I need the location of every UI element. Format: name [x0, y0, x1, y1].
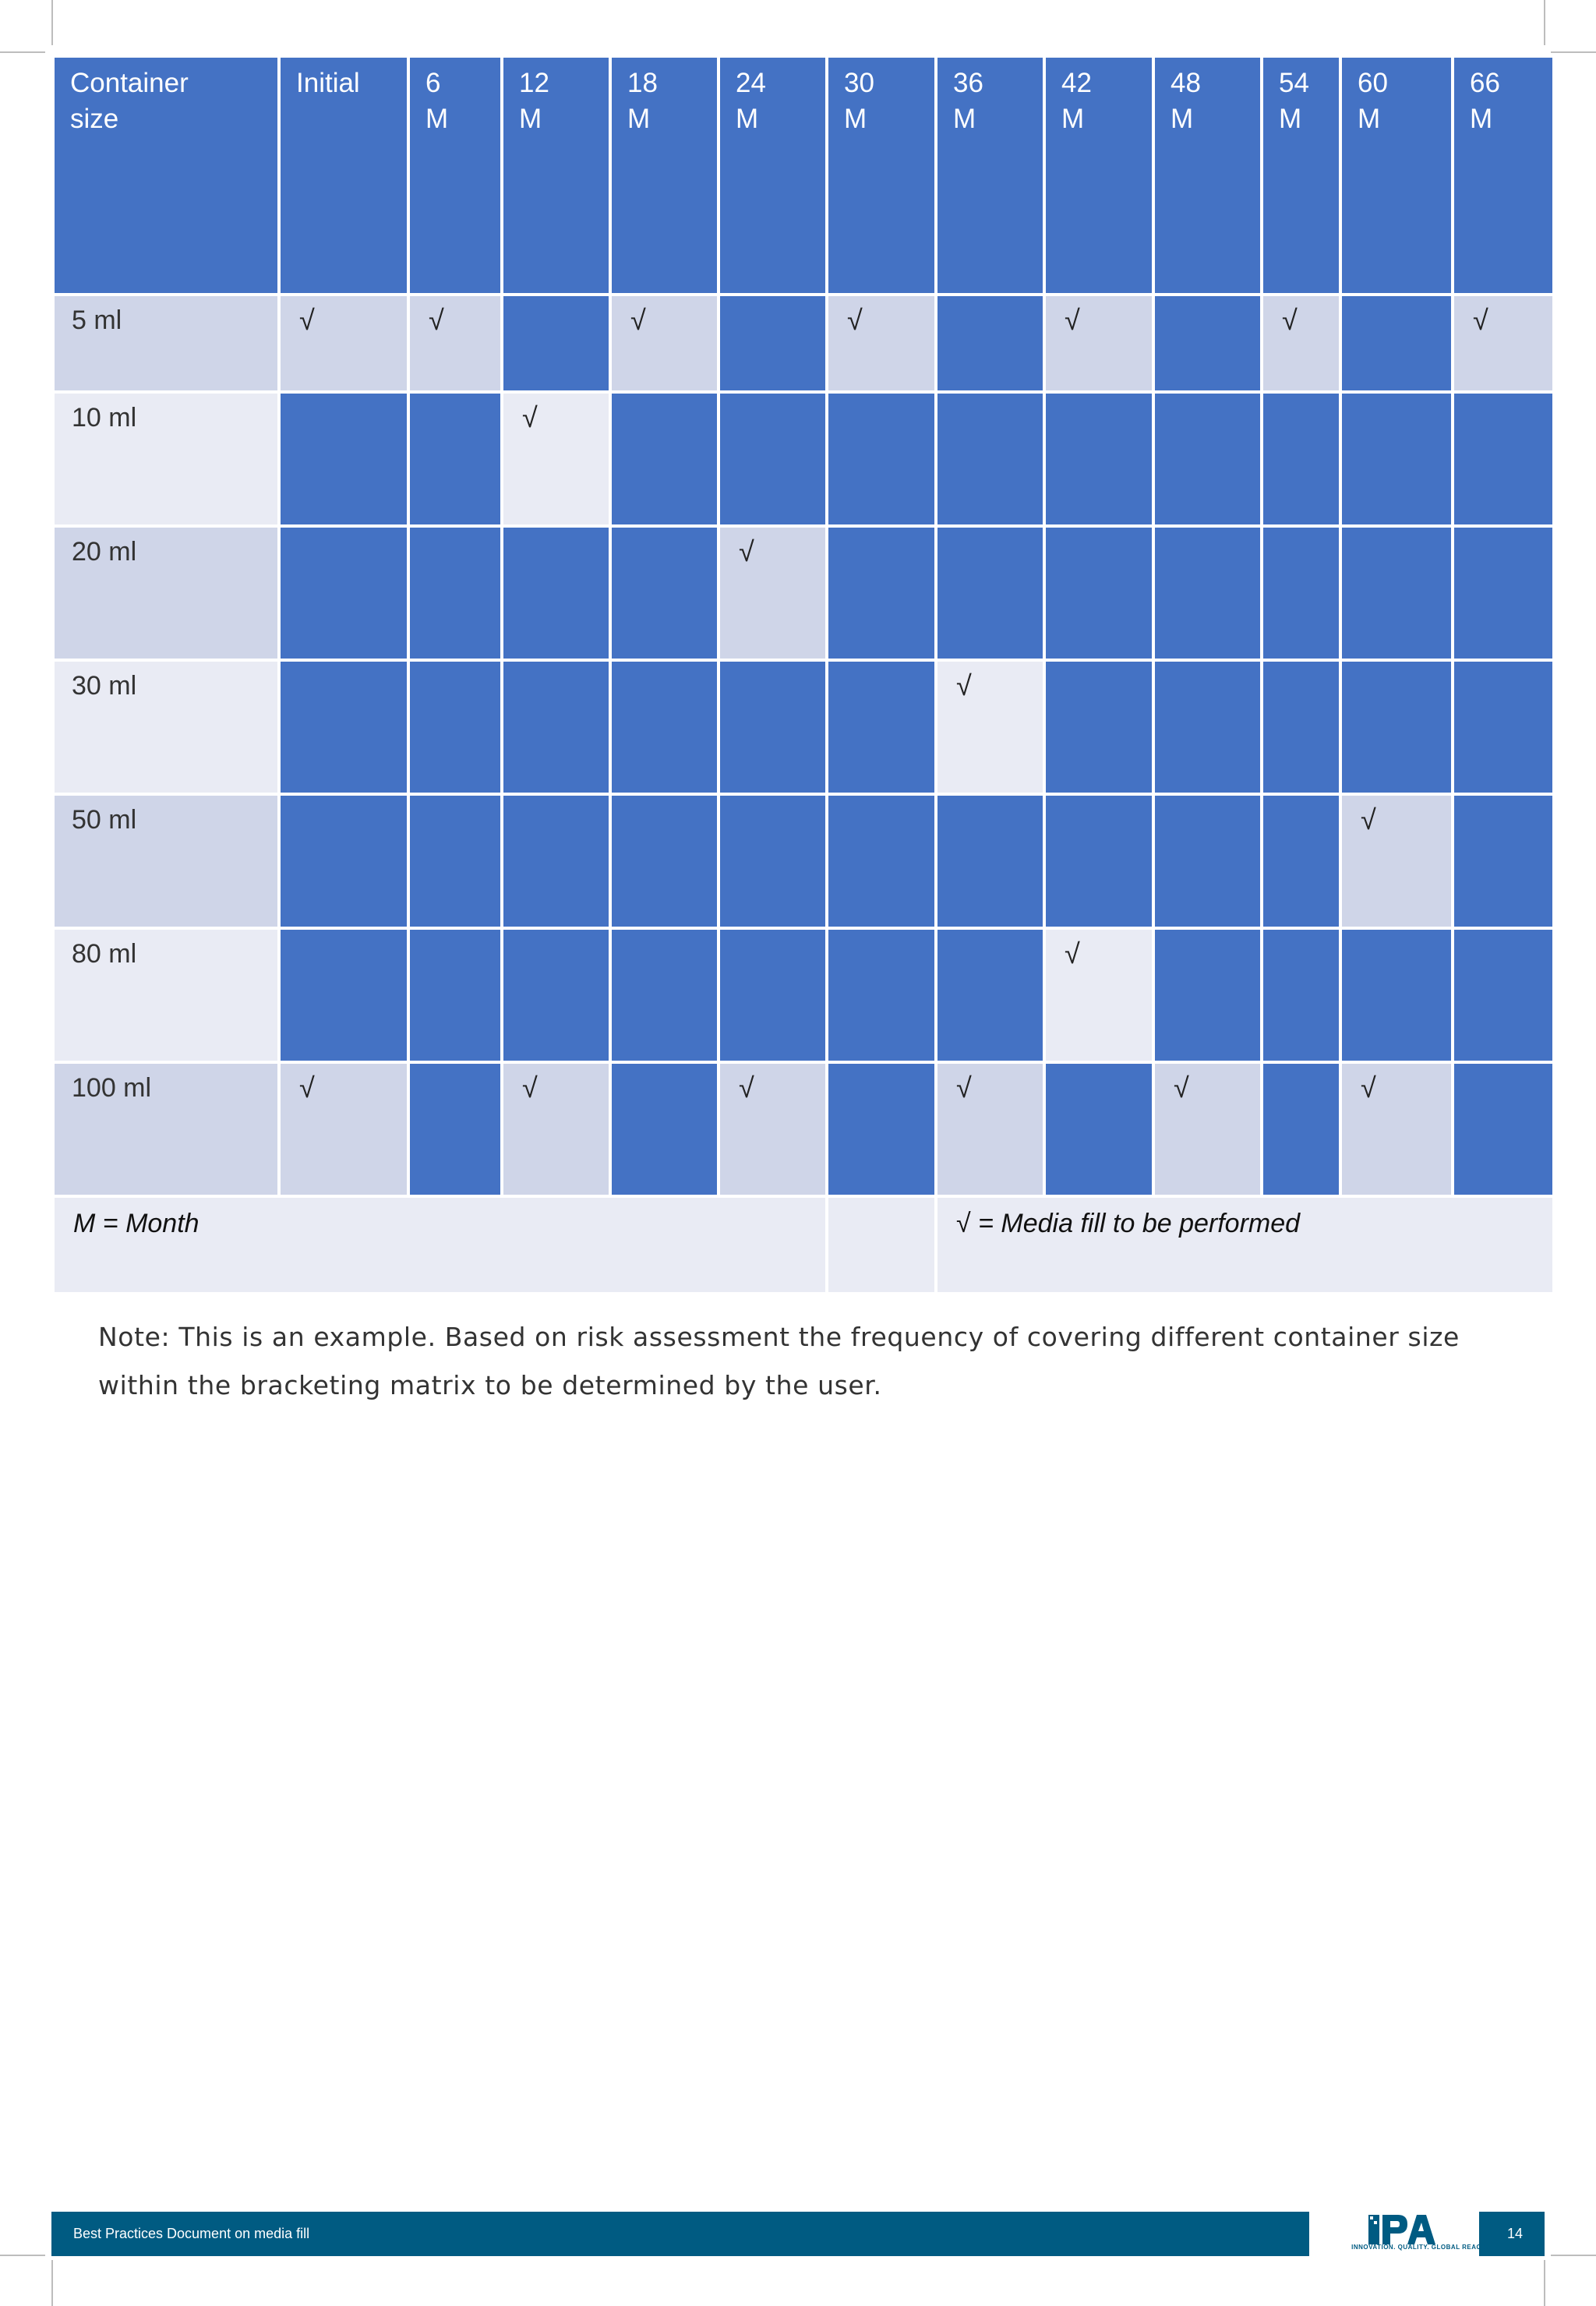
check-cell: √	[1340, 1062, 1453, 1196]
empty-cell	[827, 660, 936, 794]
column-header	[279, 56, 408, 295]
column-header	[936, 56, 1044, 295]
empty-cell	[1340, 526, 1453, 660]
row-header-container-size: 30 ml	[53, 660, 279, 794]
empty-cell	[1453, 526, 1554, 660]
empty-cell	[1044, 526, 1153, 660]
empty-cell	[502, 526, 610, 660]
empty-cell	[1340, 928, 1453, 1062]
empty-cell	[1453, 660, 1554, 794]
empty-cell	[408, 526, 502, 660]
empty-cell	[1453, 794, 1554, 928]
row-header-container-size: 10 ml	[53, 392, 279, 526]
crop-mark	[1551, 2255, 1596, 2256]
empty-cell	[610, 660, 719, 794]
check-cell: √	[1044, 295, 1153, 392]
empty-cell	[1044, 794, 1153, 928]
empty-cell	[610, 794, 719, 928]
empty-cell	[408, 928, 502, 1062]
footer-title: Best Practices Document on media fill	[73, 2226, 310, 2241]
empty-cell	[1262, 526, 1340, 660]
empty-cell	[279, 928, 408, 1062]
row-header-container-size: 50 ml	[53, 794, 279, 928]
table-row	[53, 794, 1554, 928]
empty-cell	[936, 928, 1044, 1062]
check-cell: √	[827, 295, 936, 392]
check-cell: √	[279, 295, 408, 392]
empty-cell	[502, 660, 610, 794]
check-cell: √	[1453, 295, 1554, 392]
table-row	[53, 392, 1554, 526]
column-header	[610, 56, 719, 295]
empty-cell	[1262, 928, 1340, 1062]
ipa-logo	[1309, 2209, 1488, 2259]
empty-cell	[1153, 526, 1262, 660]
check-cell: √	[408, 295, 502, 392]
column-header-label: 60 M	[1358, 68, 1388, 134]
row-header-container-size: 5 ml	[53, 295, 279, 392]
empty-cell	[1453, 928, 1554, 1062]
column-header	[827, 56, 936, 295]
empty-cell	[1153, 794, 1262, 928]
empty-cell	[1044, 1062, 1153, 1196]
column-header-label: Container size	[70, 68, 189, 134]
check-cell: √	[610, 295, 719, 392]
row-header-container-size: 20 ml	[53, 526, 279, 660]
column-header	[1340, 56, 1453, 295]
empty-cell	[936, 295, 1044, 392]
empty-cell	[719, 392, 827, 526]
check-cell: √	[1044, 928, 1153, 1062]
table-row	[53, 1062, 1554, 1196]
table-row	[53, 660, 1554, 794]
column-header	[408, 56, 502, 295]
empty-cell	[502, 794, 610, 928]
crop-mark	[1551, 51, 1596, 53]
column-header	[1262, 56, 1340, 295]
empty-cell	[936, 392, 1044, 526]
column-header-label: 42 M	[1061, 68, 1092, 134]
legend-spacer	[827, 1196, 936, 1294]
empty-cell	[1340, 295, 1453, 392]
empty-cell	[279, 526, 408, 660]
empty-cell	[279, 794, 408, 928]
empty-cell	[827, 794, 936, 928]
empty-cell	[502, 928, 610, 1062]
empty-cell	[408, 794, 502, 928]
column-header-label: Initial	[296, 68, 360, 98]
empty-cell	[719, 660, 827, 794]
empty-cell	[936, 794, 1044, 928]
row-header-container-size: 100 ml	[53, 1062, 279, 1196]
note-text: Note: This is an example. Based on risk assessment the frequency of covering different container size within the bracketing matrix to be determined by the user.	[98, 1322, 1460, 1400]
empty-cell	[1262, 794, 1340, 928]
bracketing-matrix-table	[51, 55, 1555, 1295]
empty-cell	[1153, 392, 1262, 526]
empty-cell	[502, 295, 610, 392]
empty-cell	[1153, 660, 1262, 794]
empty-cell	[610, 1062, 719, 1196]
crop-mark	[51, 2260, 53, 2306]
check-cell: √	[1153, 1062, 1262, 1196]
check-cell: √	[719, 526, 827, 660]
empty-cell	[1453, 1062, 1554, 1196]
empty-cell	[1044, 660, 1153, 794]
empty-cell	[408, 392, 502, 526]
column-header	[719, 56, 827, 295]
empty-cell	[1453, 392, 1554, 526]
legend-month: M = Month	[53, 1196, 827, 1294]
check-cell: √	[1262, 295, 1340, 392]
empty-cell	[610, 526, 719, 660]
empty-cell	[936, 526, 1044, 660]
column-header	[53, 56, 279, 295]
row-header-container-size: 80 ml	[53, 928, 279, 1062]
empty-cell	[279, 392, 408, 526]
crop-mark	[0, 51, 45, 53]
table-row	[53, 526, 1554, 660]
column-header-label: 48 M	[1171, 68, 1201, 134]
column-header	[1153, 56, 1262, 295]
empty-cell	[408, 1062, 502, 1196]
empty-cell	[1044, 392, 1153, 526]
empty-cell	[279, 660, 408, 794]
legend-row	[53, 1196, 1554, 1294]
footer-band	[51, 2212, 1545, 2256]
empty-cell	[1153, 928, 1262, 1062]
empty-cell	[719, 295, 827, 392]
column-header-label: 12 M	[519, 68, 549, 134]
logo-tagline: INNOVATION. QUALITY. GLOBAL REACH.	[1351, 2244, 1488, 2251]
empty-cell	[1262, 660, 1340, 794]
empty-cell	[610, 392, 719, 526]
column-header-label: 66 M	[1470, 68, 1500, 134]
crop-mark	[1544, 0, 1545, 45]
check-cell: √	[936, 660, 1044, 794]
check-cell: √	[719, 1062, 827, 1196]
empty-cell	[1262, 1062, 1340, 1196]
empty-cell	[1340, 392, 1453, 526]
column-header-label: 24 M	[736, 68, 766, 134]
check-cell: √	[279, 1062, 408, 1196]
page-number: 14	[1506, 2226, 1523, 2241]
empty-cell	[719, 794, 827, 928]
empty-cell	[1340, 660, 1453, 794]
empty-cell	[1262, 392, 1340, 526]
crop-mark	[1544, 2260, 1545, 2306]
column-header	[1453, 56, 1554, 295]
empty-cell	[719, 928, 827, 1062]
legend-check: √ = Media fill to be performed	[936, 1196, 1554, 1294]
column-header-label: 36 M	[953, 68, 983, 134]
empty-cell	[1153, 295, 1262, 392]
crop-mark	[0, 2255, 45, 2256]
table-header-row	[53, 56, 1554, 295]
empty-cell	[827, 928, 936, 1062]
empty-cell	[827, 526, 936, 660]
empty-cell	[610, 928, 719, 1062]
empty-cell	[827, 392, 936, 526]
check-cell: √	[1340, 794, 1453, 928]
column-header-label: 30 M	[844, 68, 874, 134]
table-row	[53, 295, 1554, 392]
table-body	[53, 295, 1554, 1196]
check-cell: √	[936, 1062, 1044, 1196]
column-header-label: 18 M	[627, 68, 658, 134]
empty-cell	[408, 660, 502, 794]
column-header	[1044, 56, 1153, 295]
empty-cell	[827, 1062, 936, 1196]
crop-mark	[51, 0, 53, 45]
table-row	[53, 928, 1554, 1062]
check-cell: √	[502, 1062, 610, 1196]
column-header-label: 54 M	[1279, 68, 1309, 134]
check-cell: √	[502, 392, 610, 526]
column-header-label: 6 M	[425, 68, 449, 134]
column-header	[502, 56, 610, 295]
